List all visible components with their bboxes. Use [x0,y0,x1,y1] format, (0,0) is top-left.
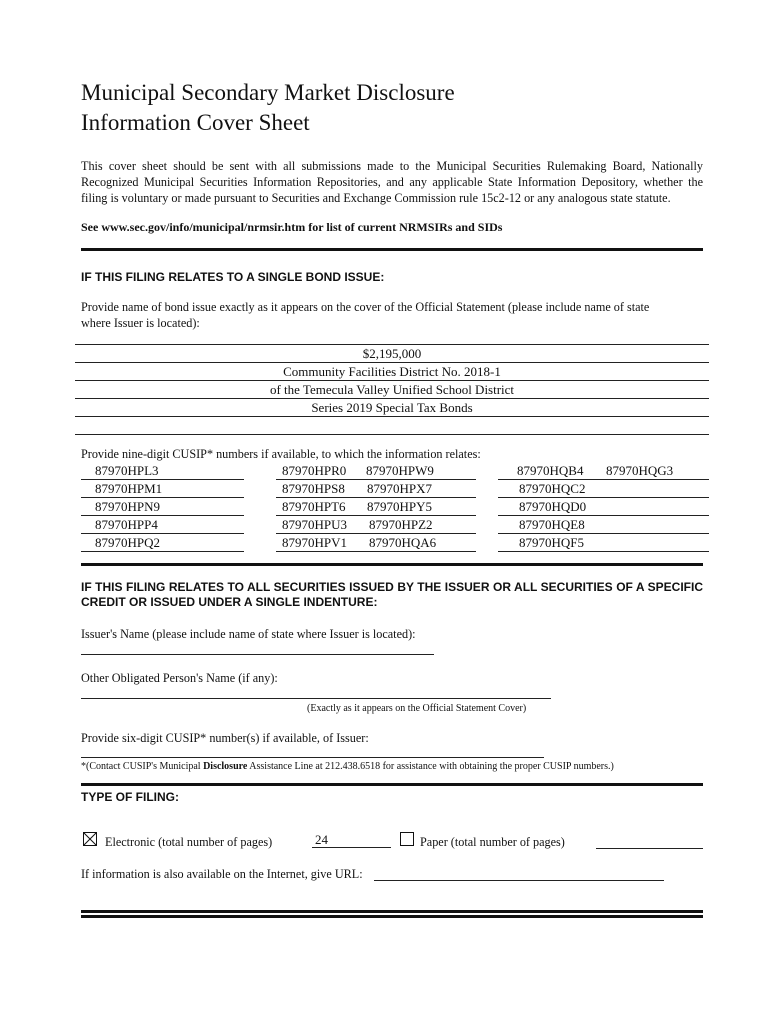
cusip-value: 87970HPT6 [282,499,346,514]
cusip-cell [276,516,476,534]
cusip-value: 87970HPW9 [366,463,434,478]
footer-divider-bottom [81,915,703,918]
cusip-cell [81,498,244,516]
cusip-value: 87970HPV1 [282,535,348,550]
intro-paragraph: This cover sheet should be sent with all submissions made to the Municipal Securities Rulemaking Board, Nationally Recognized Municipal Securities Information Repositories, and any applicable State Information Depository, whether the filing is voluntary or made pursuant to Securities and Exchange Commission rule 15c2-12 or any analogous state statute. [81,159,703,205]
cusip-value: 87970HPX7 [367,481,433,496]
bond-line-series: Series 2019 Special Tax Bonds [75,398,709,416]
section-divider [81,563,703,566]
paper-label: Paper (total number of pages) [420,835,565,849]
cusip-cell [276,480,476,498]
cusip-value: 87970HQG3 [606,463,674,478]
cusip-value: 87970HPS8 [282,481,345,496]
cusip-cell [81,480,244,498]
exactly-note: (Exactly as it appears on the Official Statement Cover) [307,703,527,714]
bond-line-blank [75,416,709,435]
six-digit-cusip-field[interactable] [81,757,544,758]
filing-type-heading: TYPE OF FILING: [81,790,179,804]
electronic-pages-value: 24 [315,832,328,847]
cusip-contact-note [81,761,614,772]
all-securities-heading: IF THIS FILING RELATES TO ALL SECURITIES ISSUED BY THE ISSUER OR ALL SECURITIES OF A SPECIFIC CREDIT OR ISSUED UNDER A SINGLE INDENTURE: [81,580,703,609]
cusip-instruction: Provide nine-digit CUSIP* numbers if available, to which the information relates: [81,447,481,461]
see-link-note: See www.sec.gov/info/municipal/nrmsir.htm for list of current NRMSIRs and SIDs [81,220,503,234]
single-bond-heading: IF THIS FILING RELATES TO A SINGLE BOND ISSUE: [81,270,385,284]
cusip-cell [498,516,709,534]
issuer-name-label: Issuer's Name (please include name of state where Issuer is located): [81,627,416,641]
bond-line-district: Community Facilities District No. 2018-1 [75,362,709,380]
cusip-value: 87970HQD0 [519,499,587,514]
cusip-column-2 [276,462,476,552]
cusip-value: 87970HQC2 [519,481,586,496]
electronic-pages-field[interactable] [312,832,391,848]
cusip-cell [498,480,709,498]
cusip-value: 87970HQA6 [369,535,437,550]
page-title [81,78,455,138]
bond-name-box [75,344,709,435]
cusip-cell [498,498,709,516]
cusip-value: 87970HPZ2 [369,517,433,532]
paper-pages-field[interactable] [596,833,703,849]
footer-divider-top [81,910,703,913]
cusip-cell [81,462,244,480]
cusip-value: 87970HPL3 [95,463,159,478]
section-divider [81,783,703,786]
cusip-cell [276,534,476,552]
cusip-value: 87970HPR0 [282,463,347,478]
electronic-checkbox[interactable] [83,832,97,846]
cusip-cell [276,462,476,480]
section-divider [81,248,703,251]
cusip-cell [81,516,244,534]
cusip-cell [498,534,709,552]
cusip-value: 87970HQB4 [517,463,584,478]
cusip-value: 87970HPP4 [95,517,158,532]
check-x-icon [84,833,96,845]
title-line-2: Information Cover Sheet [81,110,310,135]
cusip-value: 87970HPM1 [95,481,163,496]
cusip-value: 87970HQF5 [519,535,585,550]
cusip-value: 87970HPU3 [282,517,348,532]
cusip-value: 87970HPQ2 [95,535,161,550]
cusip-value: 87970HPY5 [367,499,433,514]
paper-checkbox[interactable] [400,832,414,846]
bond-name-instruction: Provide name of bond issue exactly as it appears on the cover of the Official Statement (please include name of state where Issuer is located): [81,300,650,330]
internet-url-field[interactable] [374,866,664,881]
bond-line-amount: $2,195,000 [75,344,709,362]
bond-line-school: of the Temecula Valley Unified School District [75,380,709,398]
issuer-name-field[interactable] [81,654,434,655]
contact-suffix: Assistance Line at 212.438.6518 for assistance with obtaining the proper CUSIP numbers.) [247,761,614,772]
contact-prefix: *(Contact CUSIP's Municipal [81,761,204,772]
cusip-cell [498,462,709,480]
cusip-value: 87970HPN9 [95,499,161,514]
internet-url-label: If information is also available on the Internet, give URL: [81,867,363,881]
other-obligated-field[interactable] [81,698,551,699]
other-obligated-label: Other Obligated Person's Name (if any): [81,671,278,685]
cusip-column-3 [498,462,709,552]
title-line-1: Municipal Secondary Market Disclosure [81,80,455,105]
cusip-value: 87970HQE8 [519,517,585,532]
electronic-label: Electronic (total number of pages) [105,835,273,849]
cusip-column-1 [81,462,244,552]
cusip-cell [276,498,476,516]
cusip-cell [81,534,244,552]
contact-bold: Disclosure [203,761,248,772]
six-digit-cusip-label: Provide six-digit CUSIP* number(s) if available, of Issuer: [81,731,369,745]
